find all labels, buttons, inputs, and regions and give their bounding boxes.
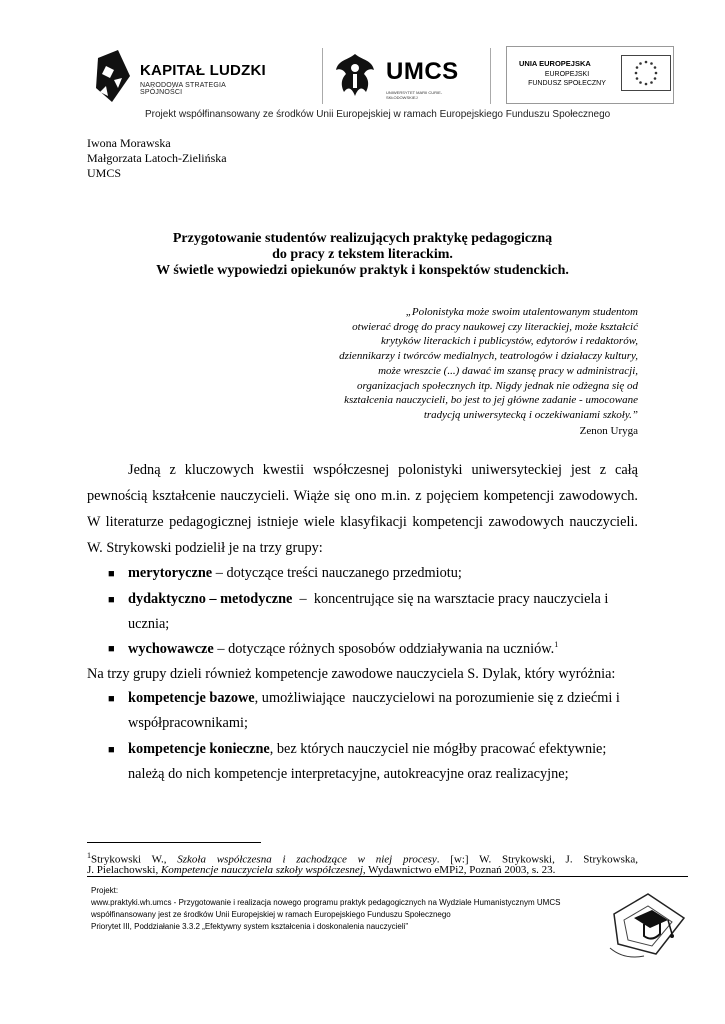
kapital-ludzki-subtitle: NARODOWA STRATEGIA SPÓJNOŚCI	[140, 82, 226, 96]
document-title: Przygotowanie studentów realizujących praktykę pedagogiczną	[172, 231, 553, 246]
quote-line: kształcenia nauczycieli, bo jest to jej główne zadanie - umocowane	[344, 394, 638, 407]
footer-line: współfinansowany jest ze środków Unii Europejskiej w ramach Europejskiego Funduszu Społecznego	[91, 910, 451, 919]
list-item	[128, 565, 638, 582]
footnote-title: Kompetencje nauczyciela szkoły współczesnej	[160, 864, 363, 876]
project-cofinance-line: Projekt współfinansowany ze środków Unii Europejskiej w ramach Europejskiego Funduszu Społecznego	[145, 109, 611, 120]
list-item-text: , bez których nauczyciel nie mógłby pracować efektywnie;	[269, 741, 607, 757]
footer-text	[91, 886, 560, 932]
footnote-part: Strykowski W.,	[91, 853, 178, 866]
list-item	[128, 640, 638, 658]
footer-separator	[87, 876, 688, 877]
footnote-title: Szkoła współczesna i zachodzące w niej procesy	[177, 853, 437, 866]
list-item-text: – koncentrujące się na warsztacie pracy nauczyciela i	[292, 591, 609, 607]
list-item-term: kompetencje konieczne	[128, 741, 270, 757]
eu-line-2: EUROPEJSKI	[544, 71, 590, 78]
list-item-continuation: współpracownikami;	[128, 715, 248, 731]
document-title: W świetle wypowiedzi opiekunów praktyk i konspektów studenckich.	[156, 263, 569, 278]
footnote-part: J. Pielachowski,	[87, 864, 161, 876]
kapital-ludzki-emblem-icon	[92, 48, 136, 104]
kapital-ludzki-logo	[92, 48, 267, 108]
author-name: Iwona Morawska	[87, 136, 171, 150]
bullet-square-icon: ■	[108, 744, 115, 756]
list-item-text: , umożliwiające nauczycielowi na porozumienie się z dziećmi i	[254, 690, 620, 706]
footer-line: Priorytet III, Poddziałanie 3.3.2 „Efektywny system kształcenia i doskonalenia nauczycieli”	[91, 922, 409, 931]
list-item-continuation: ucznia;	[128, 616, 170, 632]
footnote-ref[interactable]: 1	[554, 640, 559, 649]
body-paragraph-line: Na trzy grupy dzieli również kompetencje zawodowe nauczyciela S. Dylak, który wyróżnia:	[87, 666, 616, 682]
author-name: Małgorzata Latoch-Zielińska	[87, 151, 227, 165]
graduation-cap-sketch-icon	[604, 884, 692, 964]
quote-line: może wreszcie (...) dawać im szansę pracy w administracji,	[378, 364, 638, 377]
body-paragraph-line: pewnością kształcenie nauczycieli. Wiąże się ono m.in. z pojęciem kompetencji zawodowych.	[87, 488, 638, 504]
eu-flag-icon	[621, 55, 671, 91]
list-item-text: – dotyczące treści nauczanego przedmiotu;	[212, 565, 462, 581]
eu-line-3: FUNDUSZ SPOŁECZNY	[528, 80, 606, 87]
epigraph-quote	[278, 305, 638, 423]
list-item	[128, 690, 638, 707]
list-item-continuation: należą do nich kompetencje interpretacyjne, autokreacyjne oraz realizacyjne;	[128, 766, 569, 782]
eu-logo-box	[506, 46, 674, 104]
umcs-eagle-emblem-icon	[330, 50, 380, 100]
bullet-square-icon: ■	[108, 594, 115, 606]
footnote-number: 1	[87, 851, 91, 860]
document-title: do pracy z tekstem literackim.	[272, 247, 453, 262]
eu-fund-label	[521, 70, 613, 88]
footnote-part: , Wydawnictwo eMPi2, Poznań 2003, s. 23.	[362, 864, 556, 876]
list-item-term: wychowawcze	[128, 640, 214, 657]
quote-line: tradycją uniwersytecką i oczekiwaniami szkoły.”	[423, 408, 638, 421]
bullet-square-icon: ■	[108, 693, 115, 705]
bullet-square-icon: ■	[108, 568, 115, 580]
umcs-subtitle: UNIWERSYTET MARII CURIE-SKŁODOWSKIEJ	[386, 90, 443, 100]
footer-line: Projekt:	[91, 886, 119, 895]
header-divider	[490, 48, 491, 104]
list-item-text: – dotyczące różnych sposobów oddziaływania na uczniów.	[213, 640, 555, 657]
quote-line: „Polonistyka może swoim utalentowanym studentom	[405, 306, 638, 318]
body-paragraph-line: W. Strykowski podzielił je na trzy grupy:	[87, 540, 323, 556]
quote-author: Zenon Uryga	[579, 425, 638, 437]
list-item-term: kompetencje bazowe	[128, 690, 255, 706]
quote-line: krytyków literackich i publicystów, edytorów i redaktorów,	[380, 335, 638, 348]
quote-line: organizacjach społecznych itp. Nigdy jednak nie odżegna się od	[357, 379, 638, 392]
footnote-part: . [w:] W. Strykowski, J. Strykowska,	[436, 853, 639, 866]
kapital-ludzki-title: KAPITAŁ LUDZKI	[140, 62, 266, 79]
header-divider	[322, 48, 323, 104]
footer-url-line[interactable]: www.praktyki.wh.umcs - Przygotowanie i realizacja nowego programu praktyk pedagogicznych na Wydziale Humanistycznym UMCS	[91, 898, 561, 907]
body-paragraph-line: Jedną z kluczowych kwestii współczesnej polonistyki uniwersyteckiej jest z całą	[128, 462, 638, 478]
footnote-separator	[87, 842, 261, 843]
author-affiliation: UMCS	[87, 166, 122, 180]
bullet-square-icon: ■	[108, 643, 115, 655]
list-item-term: merytoryczne	[128, 565, 213, 581]
quote-line: otwierać drogę do pracy naukowej czy literackiej, może kształcić	[352, 320, 638, 333]
body-paragraph-line: W literaturze pedagogicznej istnieje wiele klasyfikacji kompetencji zawodowych nauczycieli.	[87, 514, 638, 530]
quote-line: dziennikarzy i twórców medialnych, teatrologów i działaczy kultury,	[339, 350, 638, 363]
list-item	[128, 591, 638, 608]
eu-title: UNIA EUROPEJSKA	[519, 59, 591, 68]
list-item	[128, 741, 638, 758]
list-item-term: dydaktyczno – metodyczne	[128, 591, 293, 607]
umcs-wordmark: UMCS	[386, 58, 459, 85]
umcs-logo	[330, 50, 470, 102]
